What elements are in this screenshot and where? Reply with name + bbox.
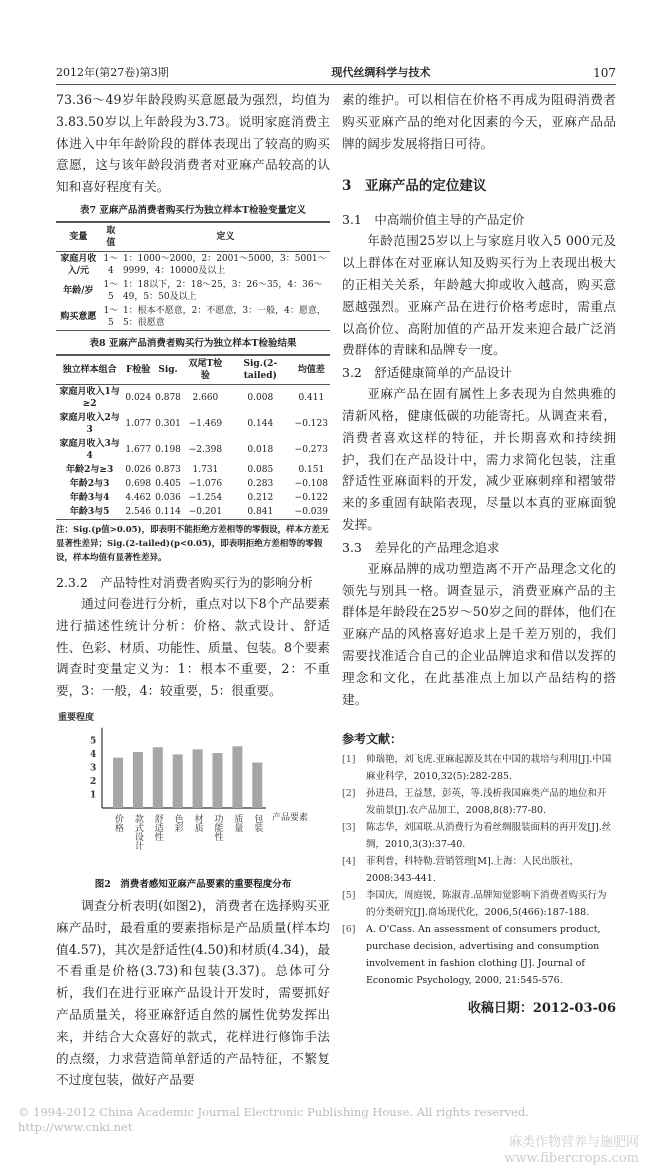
cell: 1.077 <box>125 418 152 429</box>
left-paragraph-1: 73.36～49岁年龄段购买意愿最为强烈，均值为3.83.50岁以上年龄段为3.73。说明家庭消费主体进入中年年龄阶段的群体表现出了较高的购买意愿，这与该年龄段消费者对亚麻产品较高的认知和喜好程度有关。 <box>56 92 330 195</box>
x-tick-label: 包装 <box>252 813 263 832</box>
cell: 0.283 <box>247 478 274 489</box>
cell: 年龄3与5 <box>69 506 110 517</box>
cell: 1～5 <box>103 279 119 302</box>
cell: 家庭月收入2与3 <box>59 412 120 435</box>
cell: 0.036 <box>155 492 181 503</box>
cell: 年龄3与4 <box>69 492 110 503</box>
references-title: 参考文献： <box>342 732 403 747</box>
reference-number: [1] <box>342 754 356 766</box>
y-tick-label: 2 <box>90 776 97 787</box>
bar-价格 <box>113 758 123 808</box>
table-row <box>56 505 330 520</box>
cell: 年龄2与≥3 <box>66 464 114 475</box>
reference-item <box>342 785 616 819</box>
cell: 年龄2与3 <box>69 478 110 489</box>
cell: −0.201 <box>188 506 223 517</box>
reference-item <box>342 921 616 989</box>
cell: −1.254 <box>188 492 223 503</box>
reference-text: 李国庆，周庭锐，陈淑青.品牌知觉影响下消费者购买行为的分类研究[J].商场现代化，2006,5(466):187-188. <box>366 890 607 919</box>
right-column <box>342 89 616 1091</box>
cell: −0.108 <box>294 478 328 489</box>
importance-bar-chart <box>56 708 330 868</box>
table7-header: 定义 <box>121 222 330 252</box>
table-row <box>56 411 330 437</box>
left-column <box>56 89 330 1091</box>
table7-header: 取值 <box>101 222 121 252</box>
table-row <box>56 251 330 278</box>
watermark-cn: 麻类作物营养与施肥网 <box>508 1135 639 1151</box>
bar-功能性 <box>213 753 223 808</box>
reference-number: [3] <box>342 822 356 834</box>
y-axis-label: 重要程度 <box>58 712 95 723</box>
reference-item <box>342 819 616 853</box>
footer <box>0 1091 649 1173</box>
bar-色彩 <box>173 754 183 808</box>
cell: 1～4 <box>103 253 119 276</box>
reference-item <box>342 887 616 921</box>
cell: −2.398 <box>188 444 223 455</box>
reference-number: [2] <box>342 788 356 800</box>
bar-舒适性 <box>153 747 163 808</box>
cell: 1.677 <box>125 444 152 455</box>
cell: 0.841 <box>247 506 274 517</box>
table-row <box>56 491 330 505</box>
cell: 0.085 <box>247 464 274 475</box>
left-paragraph-3: 调查分析表明(如图2)，消费者在选择购买亚麻产品时，最看重的要素指标是产品质量(样本均值4.57)，其次是舒适性(4.50)和材质(4.34)，最不看重是价格(3.73)和包装(3.37)。总体可分析，我们在进行亚麻产品设计开发时，需要抓好产品质量关，将亚麻舒适自然的属性优势发挥出来，并结合大众喜好的款式，花样进行修饰手法的点缀，力求营造简单舒适的产品特征，不繁复不过度包装，做好产品要 <box>56 897 330 1088</box>
reference-text: 帅瑞艳，刘飞虎.亚麻起源及其在中国的栽培与利用[J].中国麻业科学，2010,32(5):282-285. <box>366 754 612 783</box>
section-3-1-heading: 3.1 中高端价值主导的产品定价 <box>342 212 525 228</box>
cell: 0.151 <box>298 464 325 475</box>
cell: 1～5 <box>103 305 119 328</box>
table8 <box>56 354 330 520</box>
y-tick-label: 5 <box>90 736 97 747</box>
table8-header: 独立样本组合 <box>56 355 123 385</box>
cell: 0.024 <box>125 392 152 403</box>
left-paragraph-2: 通过问卷进行分析，重点对以下8个产品要素进行描述性统计分析：价格、款式设计、舒适性、色彩、材质、功能性、质量、包装。8个要素调查时变量定义为：1：根本不重要，2：不重要，3：一般，4：较重要，5：很重要。 <box>56 595 330 699</box>
reference-text: A. O'Cass. An assessment of consumers product, purchase decision, advertising and consumption involvement in fashion clothing [J]. Journal of Economic Psychology, 2000, 21:545-576. <box>366 924 601 987</box>
table8-header: Sig.(2-tailed) <box>228 355 293 385</box>
y-tick-label: 4 <box>90 749 97 760</box>
received-date: 收稿日期：2012-03-06 <box>467 1001 616 1017</box>
copyright-footer: © 1994-2012 China Academic Journal Electronic Publishing House. All rights reserved. http://www.cnki.net <box>18 1105 529 1135</box>
table7 <box>56 221 330 331</box>
watermark-url: www.fibercrops.com <box>504 1151 639 1167</box>
cell: 0.198 <box>155 444 181 455</box>
cell: 0.018 <box>247 444 274 455</box>
cell: −0.039 <box>294 506 328 517</box>
table8-header: Sig. <box>153 355 183 385</box>
table-row <box>56 463 330 477</box>
table8-header: 均值差 <box>293 355 330 385</box>
table-row <box>56 278 330 304</box>
reference-text: 菲利普，科特勒.营销管理[M].上海：人民出版社，2008:343-441. <box>366 856 580 885</box>
cell: −0.273 <box>294 444 328 455</box>
reference-text: 陈志华，刘国联.从消费行为看丝绸服装面料的再开发[J].丝绸，2010,3(3):37-40. <box>366 822 612 851</box>
cell: 购买意愿 <box>60 311 97 322</box>
table-row <box>56 477 330 491</box>
reference-item <box>342 751 616 785</box>
section-3-2-paragraph: 亚麻产品在固有属性上多表现为自然典雅的清新风格，健康低碳的功能寄托。从调查来看，消费者喜欢这样的特征，并长期喜欢和持续拥护，我们在产品设计中，需力求简化包装，注重舒适性亚麻面料的开发，减少亚麻刺痒和褶皱带来的多重固有缺陷表现，尽量以本真的亚麻面貌发挥。 <box>342 386 616 532</box>
bar-质量 <box>232 746 242 808</box>
section-3-3-heading: 3.3 差异化的产品理念追求 <box>342 539 500 555</box>
table-row <box>56 437 330 463</box>
cell: 0.698 <box>125 478 152 489</box>
cell: 家庭月收入1与≥2 <box>59 386 120 409</box>
cell: −0.122 <box>294 492 328 503</box>
table-row <box>56 304 330 331</box>
cell: 0.878 <box>155 392 181 403</box>
reference-item <box>342 853 616 887</box>
reference-text: 孙进昌，王益慧，彭英，等.浅析我国麻类产品的地位和开发前景[J].农产品加工，2008,8(8):77-80. <box>366 788 607 817</box>
cell: 0.212 <box>247 492 274 503</box>
cell: 1：1000～2000，2：2001～5000，3：5001～9999，4：10000及以上 <box>122 253 327 276</box>
x-tick-label: 款式设计 <box>132 813 143 850</box>
y-tick-label: 1 <box>90 790 97 801</box>
cell: 0.144 <box>247 418 274 429</box>
running-header <box>56 64 616 85</box>
right-paragraph-1: 素的维护。可以相信在价格不再成为阻碍消费者购买亚麻产品的绝对化因素的今天，亚麻产品品牌的阔步发展将指日可待。 <box>342 92 616 151</box>
reference-number: [4] <box>342 856 356 868</box>
cell: −1.469 <box>188 418 223 429</box>
section-3-1-paragraph: 年龄范围25岁以上与家庭月收入5 000元及以上群体在对亚麻认知及购买行为上表现出极大的正相关关系，年龄越大抑或收入越高，购买意愿越强烈。亚麻产品在进行价格考虑时，需重点以高价位、高附加值的产品开发来迎合最广泛消费群体的青睐和品牌专一度。 <box>342 233 616 358</box>
cell: 0.405 <box>155 478 181 489</box>
x-tick-label: 色彩 <box>172 813 183 832</box>
cell: 家庭月收入3与4 <box>59 438 120 461</box>
x-tick-label: 功能性 <box>212 813 223 841</box>
cell: 年龄/岁 <box>63 285 94 296</box>
x-tick-label: 材质 <box>192 813 203 832</box>
cell: 1：18以下，2：18～25，3：26～35，4：36～49，5：50及以上 <box>122 279 323 302</box>
table8-caption: 表8 亚麻产品消费者购买行为独立样本T检验结果 <box>89 337 297 349</box>
cell: 4.462 <box>125 492 152 503</box>
figure2-caption: 图2 消费者感知亚麻产品要素的重要程度分布 <box>94 878 292 890</box>
cell: 0.301 <box>155 418 181 429</box>
table7-caption: 表7 亚麻产品消费者购买行为独立样本T检验变量定义 <box>80 204 306 216</box>
table8-note: 注：Sig.(p值>0.05)，即表明不能拒绝方差相等的零假设，样本方差无显著性差异；Sig.(2-tailed)(p<0.05)，即表明拒绝方差相等的零假设，样本均值有显著性差异。 <box>56 524 329 563</box>
section-2-3-2-heading: 2.3.2 产品特性对消费者购买行为的影响分析 <box>56 574 313 590</box>
cell: 1：根本不愿意，2：不愿意，3：一般，4：愿意，5：很愿意 <box>122 305 326 328</box>
x-tick-label: 质量 <box>232 813 243 832</box>
table-row <box>56 384 330 411</box>
section-3-2-heading: 3.2 舒适健康简单的产品设计 <box>342 365 512 381</box>
reference-number: [6] <box>342 924 356 936</box>
table8-header: F检验 <box>123 355 153 385</box>
bar-包装 <box>252 762 262 807</box>
cell: 1.731 <box>192 464 219 475</box>
bar-材质 <box>193 749 203 808</box>
reference-number: [5] <box>342 890 356 902</box>
x-tick-label: 舒适性 <box>152 813 163 841</box>
cell: 0.114 <box>155 506 181 517</box>
y-tick-label: 3 <box>90 763 97 774</box>
journal-title: 现代丝绸科学与技术 <box>331 66 431 79</box>
x-tick-label: 价格 <box>113 813 123 832</box>
cell: −0.123 <box>294 418 328 429</box>
cell: 0.026 <box>125 464 152 475</box>
cell: 0.873 <box>155 464 181 475</box>
x-axis-label: 产品要素 <box>272 812 309 823</box>
cell: 0.008 <box>247 392 274 403</box>
table7-header: 变量 <box>56 222 101 252</box>
section-3-3-paragraph: 亚麻品牌的成功塑造离不开产品理念文化的领先与别具一格。调查显示，消费亚麻产品的主群体是年龄段在25岁～50岁之间的群体，他们在亚麻产品的风格喜好追求上是千差万别的，我们需要找准适合自己的企业品牌追求和借以发挥的理念和文化，在此基准点上加以产品结构的搭建。 <box>342 560 616 707</box>
cell: 2.660 <box>192 392 219 403</box>
bar-款式设计 <box>133 752 143 808</box>
issue-info: 2012年(第27卷)第3期 <box>56 66 169 79</box>
cell: −1.076 <box>188 478 223 489</box>
table8-header: 双尾T检验 <box>183 355 228 385</box>
cell: 家庭月收入/元 <box>60 253 97 276</box>
references-list <box>342 751 616 989</box>
section-3-heading: 3 亚麻产品的定位建议 <box>342 178 487 195</box>
cell: 2.546 <box>125 506 152 517</box>
cell: 0.411 <box>298 392 325 403</box>
page-number: 107 <box>593 66 616 80</box>
